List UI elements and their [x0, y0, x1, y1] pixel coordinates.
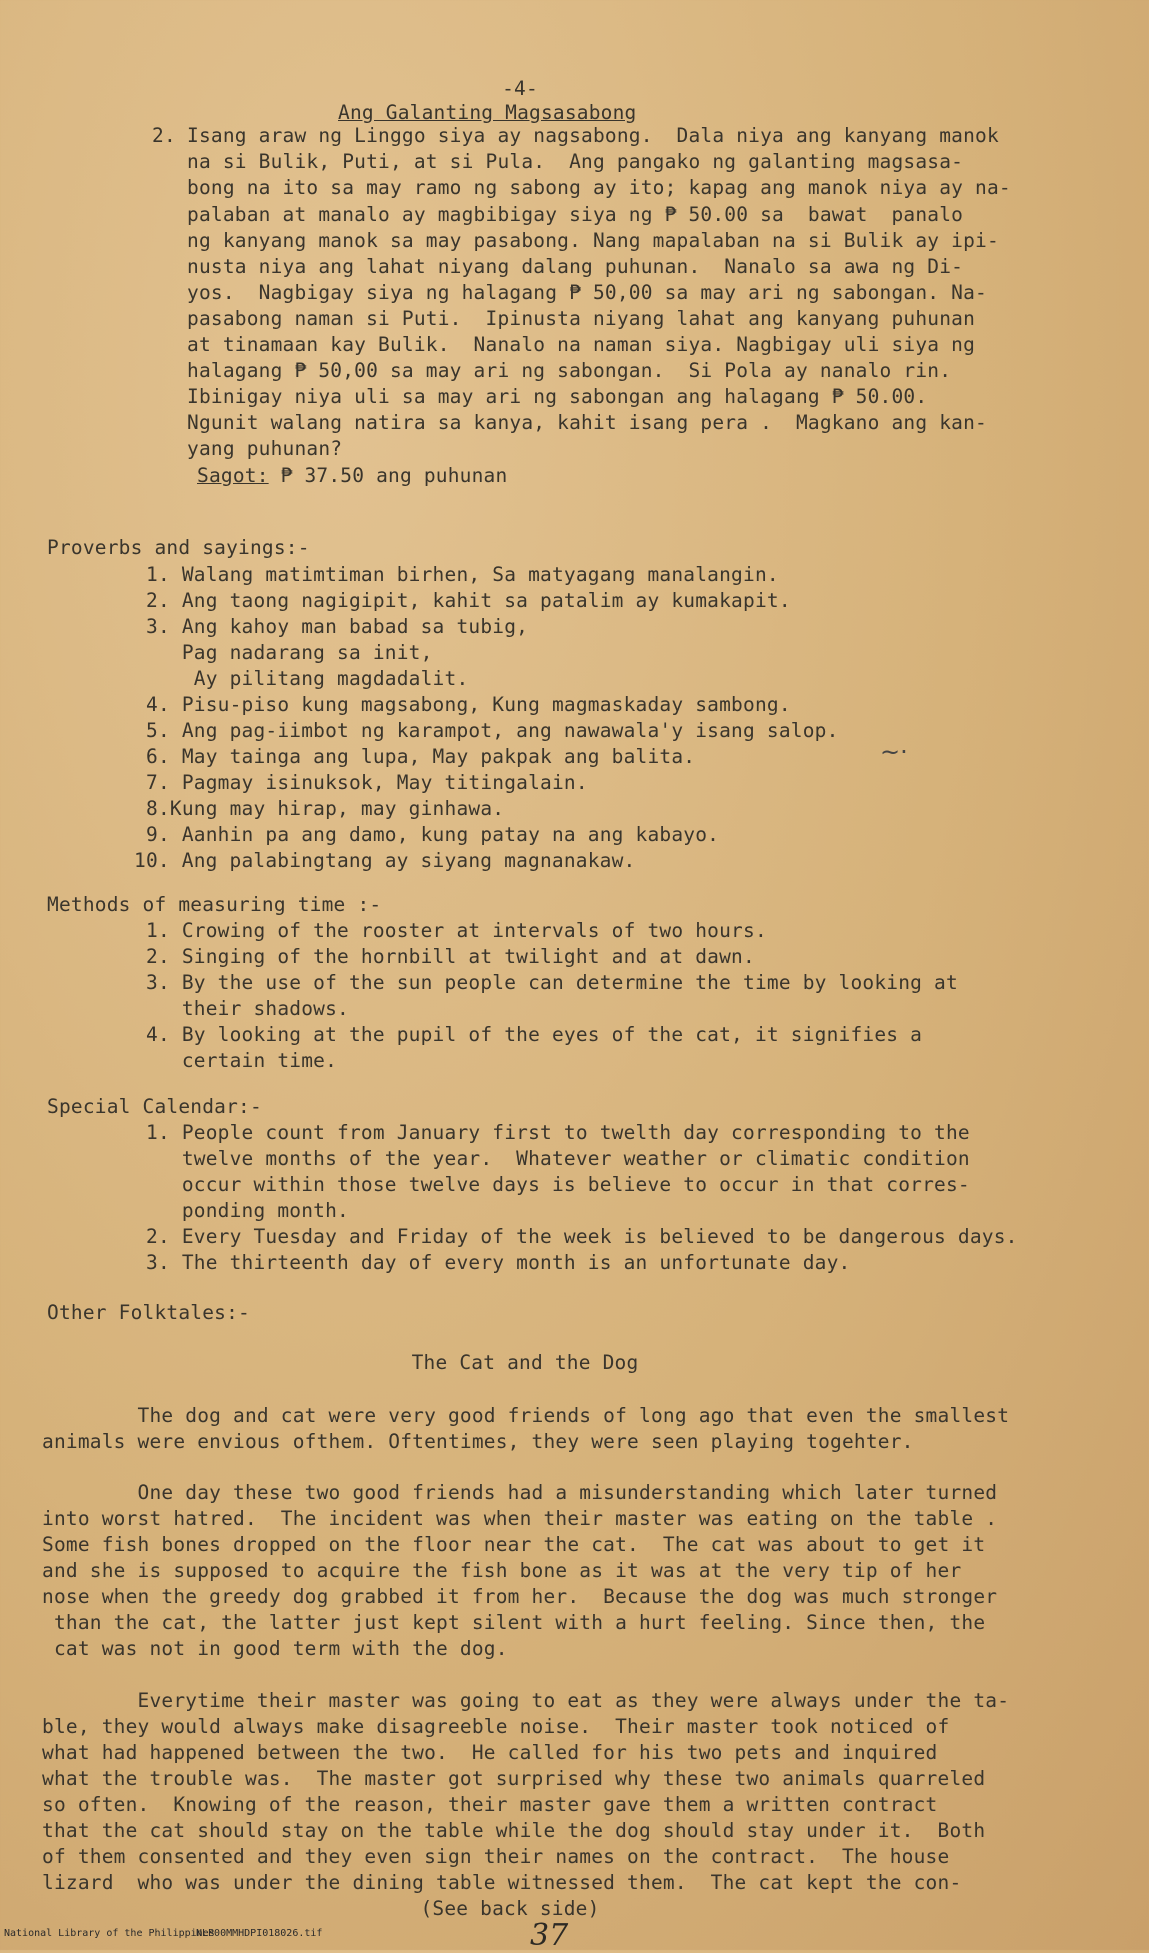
text-line: Ibinigay niya uli sa may ari ng sabongan ang halagang ₱ 50.00. [187, 385, 928, 408]
text-line: The dog and cat were very good friends of long ago that even the smallest [42, 1404, 1010, 1427]
story-title: The Cat and the Dog [411, 1351, 639, 1374]
list-item: their shadows. [146, 997, 349, 1020]
list-item: 3. Ang kahoy man babad sa tubig, [146, 615, 529, 638]
text-line: Isang araw ng Linggo siya ay nagsabong. Dala niya ang kanyang manok [187, 124, 999, 147]
continued-note: (See back side) [420, 1897, 600, 1920]
text-line: Some fish bones dropped on the floor near the cat. The cat was about to get it [42, 1533, 986, 1556]
text-line: pasabong naman si Puti. Ipinusta niyang lahat ang kanyang puhunan [187, 307, 976, 330]
list-item: 1. People count from January first to twelth day corresponding to the [146, 1121, 970, 1144]
text-line: than the cat, the latter just kept silent with a hurt feeling. Since then, the [42, 1611, 986, 1634]
answer-label: Sagot: [197, 464, 269, 487]
text-line: ng kanyang manok sa may pasabong. Nang mapalaban na si Bulik ay ipi- [187, 229, 999, 252]
text-line: Ngunit walang natira sa kanya, kahit isang pera . Magkano ang kan- [187, 411, 987, 434]
section-title: Ang Galanting Magsasabong [338, 101, 637, 124]
text-line: so often. Knowing of the reason, their master gave them a written contract [42, 1793, 938, 1816]
text-line: of them consented and they even sign their names on the contract. The house [42, 1845, 950, 1868]
text-line: cat was not in good term with the dog. [42, 1637, 508, 1660]
list-item: twelve months of the year. Whatever weather or climatic condition [146, 1147, 970, 1170]
text-line: at tinamaan kay Bulik. Nanalo na naman siya. Nagbigay uli siya ng [187, 333, 976, 356]
text-line: what the trouble was. The master got surprised why these two animals quarreled [42, 1767, 986, 1790]
footer-filename: NLP00MMHDPI018026.tif [196, 1928, 323, 1939]
folktales-heading: Other Folktales:- [47, 1301, 250, 1324]
calendar-heading: Special Calendar:- [47, 1095, 262, 1118]
footer-library: National Library of the Philippines [4, 1928, 215, 1939]
answer-text: ₱ 37.50 ang puhunan [268, 464, 508, 487]
text-line: halagang ₱ 50,00 sa may ari ng sabongan. Si Pola ay nanalo rin. [187, 359, 952, 382]
text-line: lizard who was under the dining table witnessed them. The cat kept the con- [42, 1871, 962, 1894]
list-item: 8.Kung may hirap, may ginhawa. [146, 797, 505, 820]
list-item: 2. Every Tuesday and Friday of the week is believed to be dangerous days. [146, 1225, 1018, 1248]
text-line: One day these two good friends had a misunderstanding which later turned [42, 1481, 998, 1504]
scan-footer [0, 1928, 1149, 1944]
list-item: 7. Pagmay isinuksok, May titingalain. [146, 771, 588, 794]
text-line: what had happened between the two. He called for his two pets and inquired [42, 1741, 938, 1764]
list-item: Pag nadarang sa init, [146, 641, 433, 664]
item-number: 2. [152, 124, 176, 147]
text-line: na si Bulik, Puti, at si Pula. Ang pangako ng galanting magsasa- [187, 150, 964, 173]
text-line: nusta niya ang lahat niyang dalang puhunan. Nanalo sa awa ng Di- [187, 255, 964, 278]
text-line: and she is supposed to acquire the fish bone as it was at the very tip of her [42, 1559, 962, 1582]
text-line: yang puhunan? [187, 437, 343, 460]
list-item: 4. By looking at the pupil of the eyes of the cat, it signifies a [146, 1023, 923, 1046]
text-line: Everytime their master was going to eat as they were always under the ta- [42, 1689, 1010, 1712]
methods-heading: Methods of measuring time :- [47, 893, 382, 916]
page-number: -4- [502, 77, 538, 100]
handwritten-page-number: 37 [530, 1918, 569, 1953]
text-line: ble, they would always make disagreeble noise. Their master took noticed of [42, 1715, 950, 1738]
list-item: 1. Walang matimtiman birhen, Sa matyagang manalangin. [146, 563, 779, 586]
text-line: yos. Nagbigay siya ng halagang ₱ 50,00 sa may ari ng sabongan. Na- [187, 281, 987, 304]
list-item: 10. Ang palabingtang ay siyang magnanakaw. [134, 849, 636, 872]
list-item: occur within those twelve days is believe to occur in that corres- [146, 1173, 970, 1196]
list-item: 2. Singing of the hornbill at twilight and at dawn. [146, 945, 755, 968]
list-item: 9. Aanhin pa ang damo, kung patay na ang kabayo. [146, 823, 720, 846]
list-item: Ay pilitang magdadalit. [146, 667, 469, 690]
list-item: 3. The thirteenth day of every month is an unfortunate day. [146, 1251, 851, 1274]
pen-mark: ~· [880, 738, 908, 766]
proverbs-heading: Proverbs and sayings:- [47, 536, 310, 559]
list-item: 3. By the use of the sun people can determine the time by looking at [146, 971, 958, 994]
text-line: animals were envious ofthem. Oftentimes, they were seen playing togehter. [42, 1430, 914, 1453]
list-item: 1. Crowing of the rooster at intervals of two hours. [146, 919, 767, 942]
list-item: ponding month. [146, 1199, 349, 1222]
answer-line [197, 463, 507, 488]
list-item: 4. Pisu-piso kung magsabong, Kung magmaskaday sambong. [146, 693, 791, 716]
list-item: 5. Ang pag-iimbot ng karampot, ang nawawala'y isang salop. [146, 719, 839, 742]
text-line: that the cat should stay on the table while the dog should stay under it. Both [42, 1819, 986, 1842]
text-line: nose when the greedy dog grabbed it from her. Because the dog was much stronger [42, 1585, 998, 1608]
list-item: certain time. [146, 1049, 338, 1072]
list-item: 6. May tainga ang lupa, May pakpak ang balita. [146, 745, 696, 768]
text-line: into worst hatred. The incident was when their master was eating on the table . [42, 1507, 998, 1530]
text-line: bong na ito sa may ramo ng sabong ay ito; kapag ang manok niya ay na- [187, 176, 1011, 199]
text-line: palaban at manalo ay magbibigay siya ng ₱ 50.00 sa bawat panalo [187, 203, 964, 226]
list-item: 2. Ang taong nagigipit, kahit sa patalim ay kumakapit. [146, 589, 791, 612]
